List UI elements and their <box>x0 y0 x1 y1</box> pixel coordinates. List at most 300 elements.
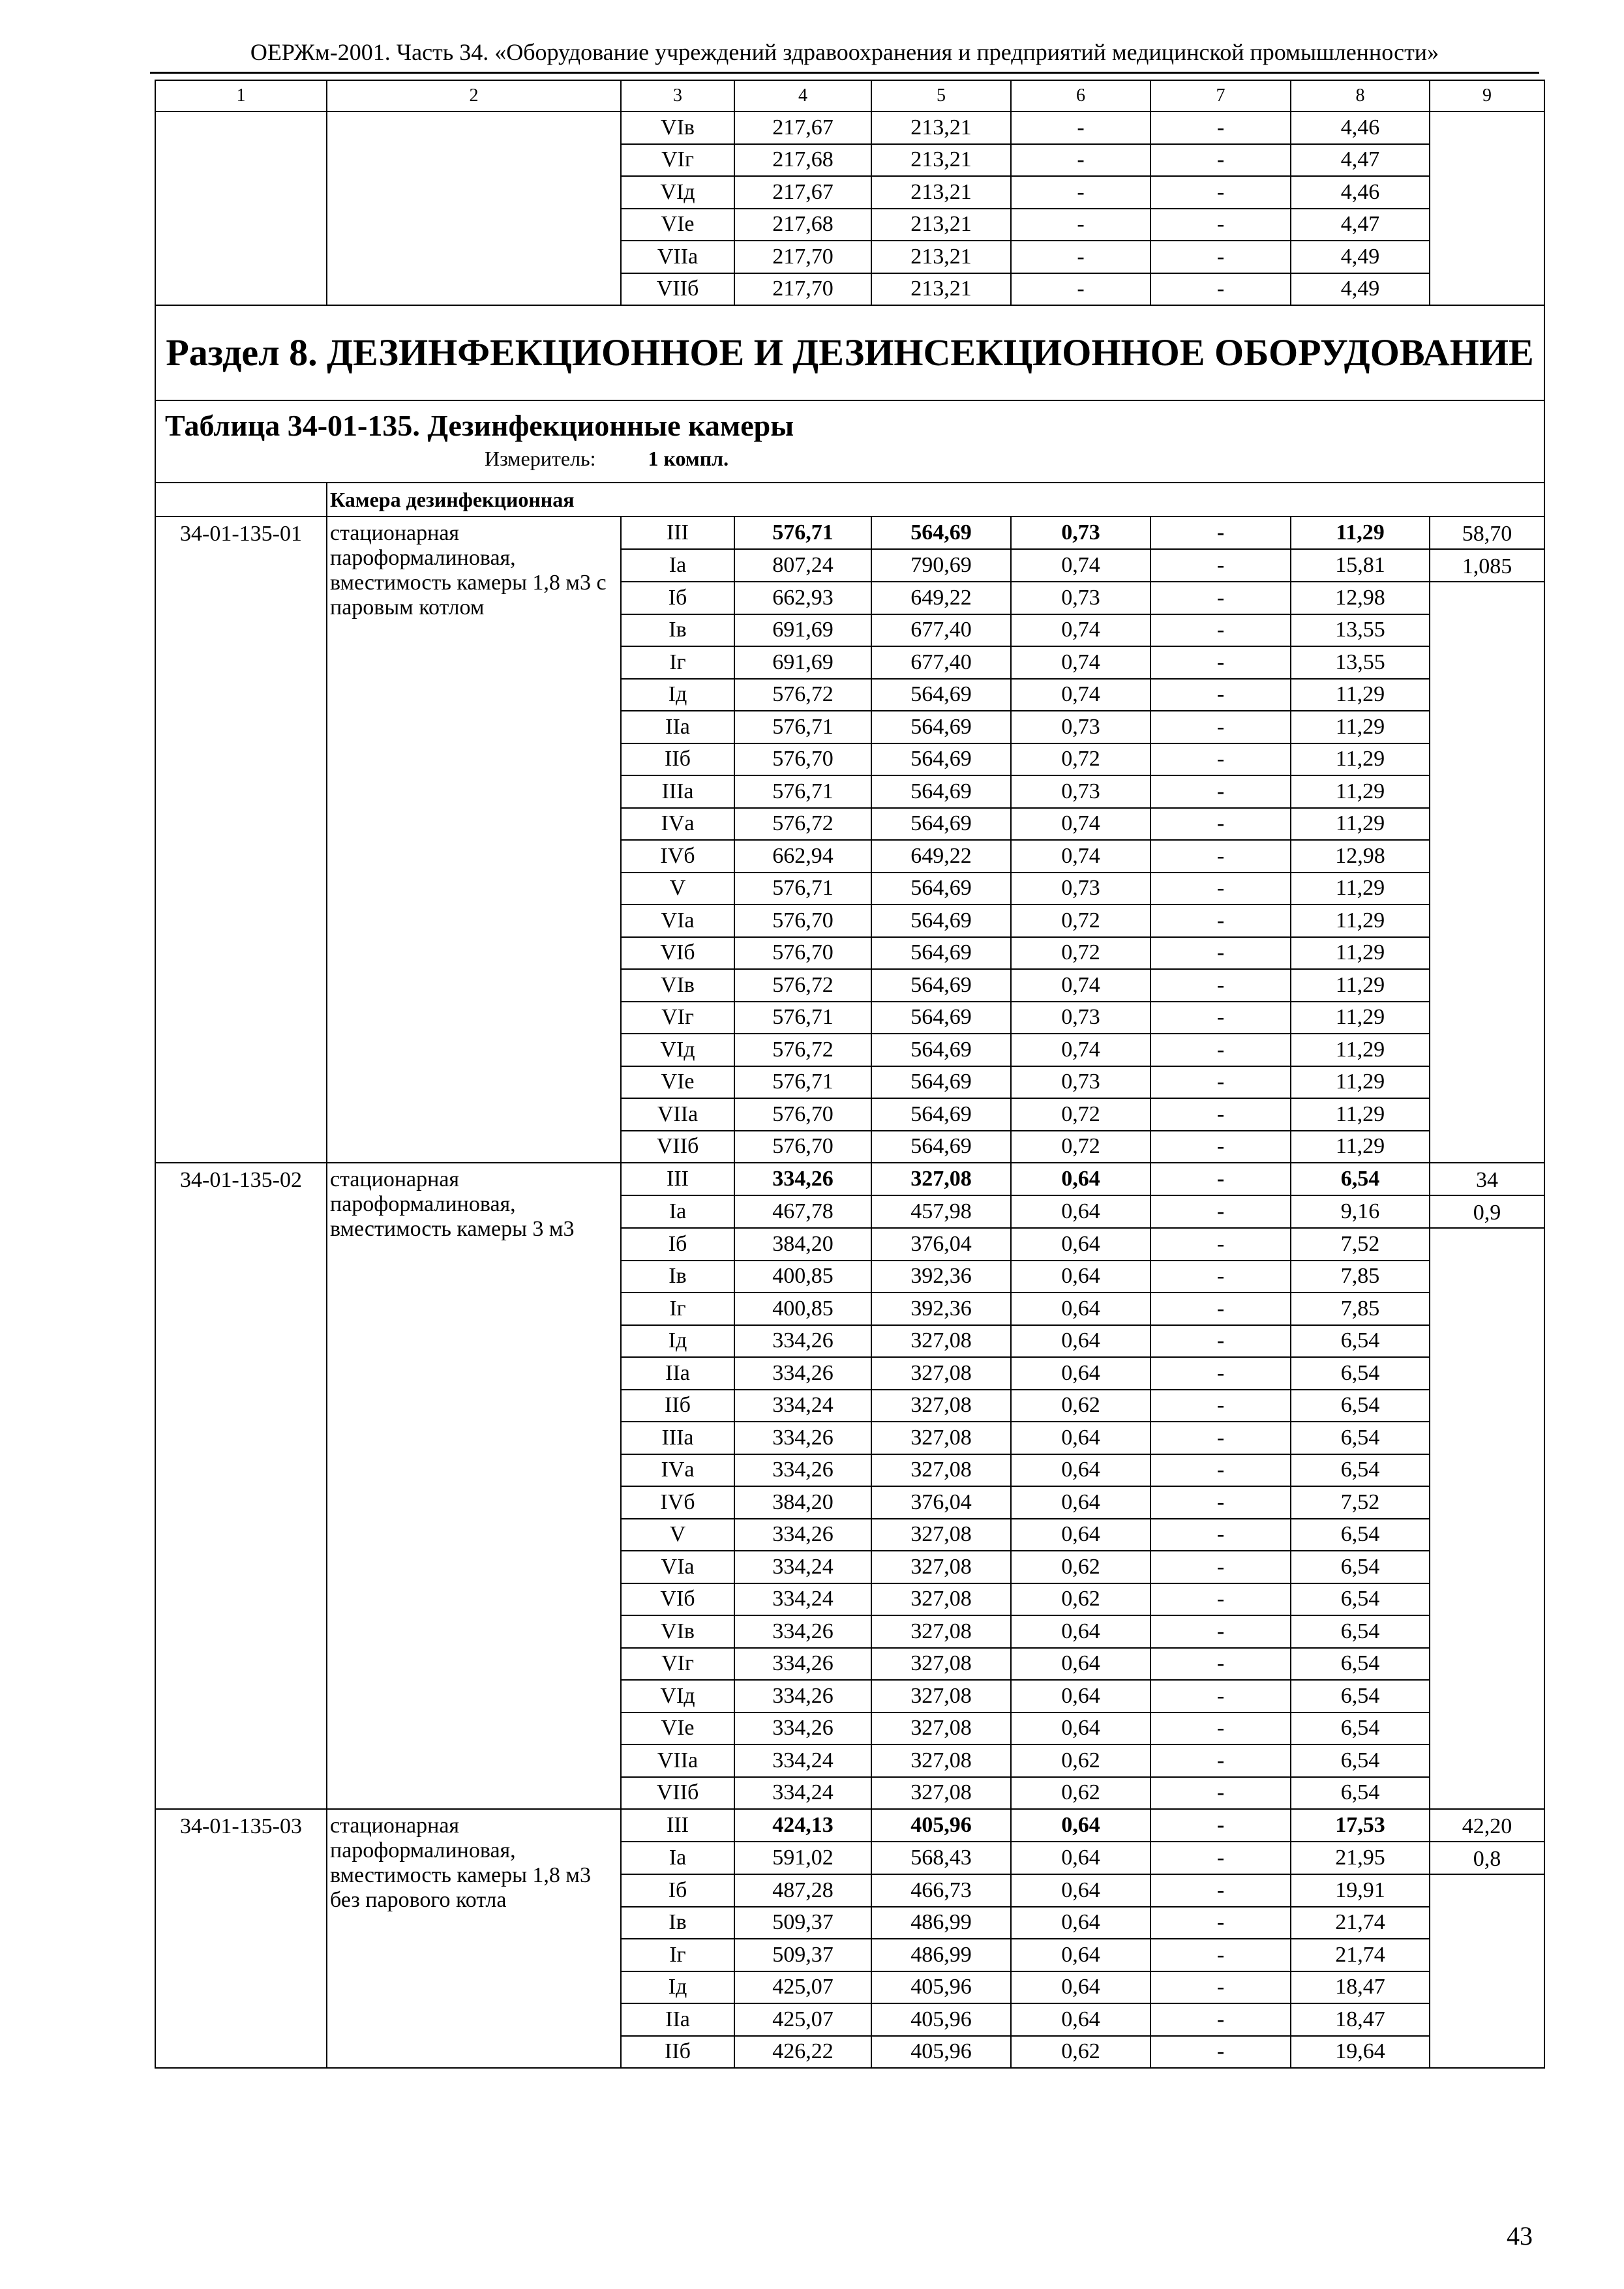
value-cell: - <box>1150 1293 1291 1325</box>
value-cell: - <box>1011 144 1150 177</box>
value-cell: 334,26 <box>734 1680 871 1713</box>
value-cell: - <box>1150 1907 1291 1939</box>
zone-cell: III <box>621 1809 734 1842</box>
value-cell: 213,21 <box>871 112 1011 144</box>
value-cell: 0,64 <box>1011 2003 1150 2036</box>
value-cell: - <box>1150 1228 1291 1261</box>
value-cell: 0,62 <box>1011 2036 1150 2069</box>
extra-cell <box>1430 1228 1544 1809</box>
value-cell: 6,54 <box>1291 1713 1430 1745</box>
value-cell: 576,70 <box>734 905 871 937</box>
meter-label: Измеритель: <box>485 447 596 470</box>
value-cell: 0,74 <box>1011 646 1150 679</box>
value-cell: 11,29 <box>1291 1131 1430 1163</box>
value-cell: 21,74 <box>1291 1939 1430 1971</box>
value-cell: - <box>1150 1486 1291 1519</box>
value-cell: 405,96 <box>871 1809 1011 1842</box>
zone-cell: VIб <box>621 937 734 970</box>
value-cell: 12,98 <box>1291 582 1430 614</box>
value-cell: 334,26 <box>734 1519 871 1551</box>
value-cell: - <box>1150 2003 1291 2036</box>
value-cell: - <box>1150 1777 1291 1810</box>
zone-cell: VIд <box>621 1034 734 1066</box>
value-cell: 564,69 <box>871 1034 1011 1066</box>
value-cell: 0,64 <box>1011 1874 1150 1907</box>
value-cell: 327,08 <box>871 1680 1011 1713</box>
value-cell: 0,62 <box>1011 1583 1150 1616</box>
value-cell: - <box>1150 1131 1291 1163</box>
value-cell: 0,72 <box>1011 937 1150 970</box>
value-cell: - <box>1150 1163 1291 1195</box>
value-cell: 564,69 <box>871 679 1011 711</box>
value-cell: - <box>1150 144 1291 177</box>
value-cell: - <box>1150 937 1291 970</box>
value-cell: 0,73 <box>1011 516 1150 549</box>
value-cell: 11,29 <box>1291 873 1430 905</box>
value-cell: - <box>1150 1648 1291 1681</box>
zone-cell: Iв <box>621 614 734 647</box>
zone-cell: VIв <box>621 1615 734 1648</box>
value-cell: 334,26 <box>734 1163 871 1195</box>
value-cell: - <box>1150 241 1291 273</box>
section-title: Раздел 8. ДЕЗИНФЕКЦИОННОЕ И ДЕЗИНСЕКЦИОННОЕ ОБОРУДОВАНИЕ <box>155 305 1544 400</box>
value-cell: 0,72 <box>1011 1098 1150 1131</box>
value-cell: - <box>1150 1744 1291 1777</box>
value-cell: 576,70 <box>734 1131 871 1163</box>
column-number: 6 <box>1011 80 1150 112</box>
value-cell: 576,71 <box>734 1066 871 1099</box>
value-cell: 6,54 <box>1291 1744 1430 1777</box>
value-cell: 677,40 <box>871 614 1011 647</box>
value-cell: 213,21 <box>871 176 1011 209</box>
value-cell: 649,22 <box>871 840 1011 873</box>
value-cell: 4,46 <box>1291 176 1430 209</box>
value-cell: - <box>1150 1357 1291 1390</box>
value-cell: 384,20 <box>734 1228 871 1261</box>
zone-cell: III <box>621 516 734 549</box>
zone-cell: IIб <box>621 1390 734 1422</box>
value-cell: 790,69 <box>871 549 1011 582</box>
value-cell: 217,68 <box>734 209 871 241</box>
value-cell: 0,64 <box>1011 1519 1150 1551</box>
value-cell: VIIб <box>621 273 734 306</box>
value-cell: 334,26 <box>734 1648 871 1681</box>
value-cell: 334,26 <box>734 1615 871 1648</box>
value-cell: 334,26 <box>734 1422 871 1454</box>
value-cell: 576,71 <box>734 873 871 905</box>
value-cell: 487,28 <box>734 1874 871 1907</box>
column-number-row <box>155 80 1544 112</box>
value-cell: 327,08 <box>871 1357 1011 1390</box>
value-cell: - <box>1150 2036 1291 2069</box>
value-cell: 425,07 <box>734 2003 871 2036</box>
column-number: 5 <box>871 80 1011 112</box>
value-cell: 0,64 <box>1011 1293 1150 1325</box>
value-cell: 6,54 <box>1291 1519 1430 1551</box>
value-cell: 7,85 <box>1291 1261 1430 1293</box>
extra-value: 1,085 <box>1430 549 1544 582</box>
zone-cell: V <box>621 873 734 905</box>
value-cell: 13,55 <box>1291 646 1430 679</box>
zone-cell: VIа <box>621 1551 734 1583</box>
value-cell: 11,29 <box>1291 969 1430 1002</box>
value-cell: 0,62 <box>1011 1744 1150 1777</box>
value-cell: - <box>1150 1583 1291 1616</box>
value-cell: 0,64 <box>1011 1163 1150 1195</box>
value-cell: - <box>1150 1615 1291 1648</box>
value-cell: 376,04 <box>871 1228 1011 1261</box>
value-cell: 0,64 <box>1011 1907 1150 1939</box>
zone-cell: VIг <box>621 1002 734 1034</box>
value-cell: 217,67 <box>734 112 871 144</box>
value-cell: 0,64 <box>1011 1454 1150 1487</box>
zone-cell: VIд <box>621 1680 734 1713</box>
column-number: 3 <box>621 80 734 112</box>
value-cell: 0,64 <box>1011 1971 1150 2004</box>
zone-cell: IIб <box>621 2036 734 2069</box>
value-cell: 334,26 <box>734 1713 871 1745</box>
zone-cell: IIб <box>621 743 734 776</box>
value-cell: 576,72 <box>734 679 871 711</box>
value-cell: 486,99 <box>871 1939 1011 1971</box>
value-cell: 564,69 <box>871 711 1011 743</box>
value-cell: 691,69 <box>734 646 871 679</box>
value-cell: 11,29 <box>1291 905 1430 937</box>
table-title-row <box>155 400 1544 483</box>
value-cell: 564,69 <box>871 516 1011 549</box>
value-cell: 327,08 <box>871 1648 1011 1681</box>
extra-value: 58,70 <box>1430 516 1544 549</box>
value-cell: 327,08 <box>871 1551 1011 1583</box>
column-number: 7 <box>1150 80 1291 112</box>
zone-cell: VIIб <box>621 1131 734 1163</box>
value-cell: 405,96 <box>871 2036 1011 2069</box>
zone-cell: Iб <box>621 1228 734 1261</box>
value-cell: 426,22 <box>734 2036 871 2069</box>
value-cell: 11,29 <box>1291 1066 1430 1099</box>
value-cell: 6,54 <box>1291 1390 1430 1422</box>
value-cell: 11,29 <box>1291 808 1430 841</box>
value-cell: 576,72 <box>734 1034 871 1066</box>
extra-value: 0,8 <box>1430 1842 1544 1874</box>
value-cell: 425,07 <box>734 1971 871 2004</box>
value-cell: 0,64 <box>1011 1486 1150 1519</box>
item-description: стационарная пароформалиновая, вместимость камеры 1,8 м3 с паровым котлом <box>327 516 621 1163</box>
value-cell: 327,08 <box>871 1713 1011 1745</box>
value-cell: 0,74 <box>1011 549 1150 582</box>
value-cell: 0,74 <box>1011 840 1150 873</box>
value-cell: 334,24 <box>734 1744 871 1777</box>
value-cell: 11,29 <box>1291 1034 1430 1066</box>
value-cell: - <box>1150 176 1291 209</box>
value-cell: - <box>1150 743 1291 776</box>
value-cell: - <box>1150 1809 1291 1842</box>
value-cell: 327,08 <box>871 1777 1011 1810</box>
value-cell: 467,78 <box>734 1195 871 1228</box>
value-cell: 4,47 <box>1291 144 1430 177</box>
item-code: 34-01-135-03 <box>155 1809 327 2068</box>
value-cell: 334,24 <box>734 1390 871 1422</box>
value-cell: 6,54 <box>1291 1648 1430 1681</box>
empty-cell <box>155 483 327 516</box>
value-cell: 13,55 <box>1291 614 1430 647</box>
value-cell: 217,68 <box>734 144 871 177</box>
extra-cell <box>1430 1874 1544 2068</box>
value-cell: 0,72 <box>1011 1131 1150 1163</box>
column-number: 8 <box>1291 80 1430 112</box>
description-cell <box>327 112 621 305</box>
table-row <box>155 1809 1544 1842</box>
value-cell: 334,26 <box>734 1357 871 1390</box>
value-cell: 0,73 <box>1011 1002 1150 1034</box>
value-cell: 11,29 <box>1291 516 1430 549</box>
meter-line <box>485 444 1541 473</box>
value-cell: 327,08 <box>871 1454 1011 1487</box>
value-cell: - <box>1011 209 1150 241</box>
value-cell: 0,64 <box>1011 1680 1150 1713</box>
value-cell: 213,21 <box>871 144 1011 177</box>
value-cell: 334,24 <box>734 1583 871 1616</box>
value-cell: 576,72 <box>734 808 871 841</box>
value-cell: - <box>1150 775 1291 808</box>
zone-cell: IVб <box>621 1486 734 1519</box>
zone-cell: III <box>621 1163 734 1195</box>
value-cell: 400,85 <box>734 1293 871 1325</box>
value-cell: 0,64 <box>1011 1228 1150 1261</box>
value-cell: - <box>1150 1842 1291 1874</box>
value-cell: 564,69 <box>871 1002 1011 1034</box>
value-cell: 509,37 <box>734 1907 871 1939</box>
value-cell: - <box>1011 176 1150 209</box>
value-cell: 0,62 <box>1011 1551 1150 1583</box>
value-cell: 0,74 <box>1011 969 1150 1002</box>
zone-cell: VIIа <box>621 1744 734 1777</box>
value-cell: 213,21 <box>871 241 1011 273</box>
value-cell: 576,72 <box>734 969 871 1002</box>
value-cell: 6,54 <box>1291 1551 1430 1583</box>
value-cell: 376,04 <box>871 1486 1011 1519</box>
zone-cell: VIIб <box>621 1777 734 1810</box>
value-cell: 0,64 <box>1011 1261 1150 1293</box>
zone-cell: IIа <box>621 1357 734 1390</box>
value-cell: - <box>1150 1519 1291 1551</box>
value-cell: 0,73 <box>1011 582 1150 614</box>
value-cell: 649,22 <box>871 582 1011 614</box>
value-cell: VIд <box>621 176 734 209</box>
page-number: 43 <box>1507 2221 1533 2251</box>
value-cell: 564,69 <box>871 808 1011 841</box>
value-cell: - <box>1150 1390 1291 1422</box>
value-cell: 217,70 <box>734 241 871 273</box>
value-cell: 0,62 <box>1011 1777 1150 1810</box>
value-cell: 334,24 <box>734 1777 871 1810</box>
value-cell: 4,49 <box>1291 273 1430 306</box>
value-cell: 576,71 <box>734 516 871 549</box>
value-cell: - <box>1150 1195 1291 1228</box>
zone-cell: IIIа <box>621 1422 734 1454</box>
value-cell: - <box>1150 873 1291 905</box>
value-cell: 564,69 <box>871 969 1011 1002</box>
value-cell: 327,08 <box>871 1390 1011 1422</box>
value-cell: 662,94 <box>734 840 871 873</box>
value-cell: - <box>1150 1034 1291 1066</box>
item-description: стационарная пароформалиновая, вместимость камеры 1,8 м3 без парового котла <box>327 1809 621 2068</box>
value-cell: 9,16 <box>1291 1195 1430 1228</box>
value-cell: 0,64 <box>1011 1195 1150 1228</box>
value-cell: 0,64 <box>1011 1842 1150 1874</box>
zone-cell: IIа <box>621 2003 734 2036</box>
value-cell: 4,49 <box>1291 241 1430 273</box>
value-cell: 11,29 <box>1291 711 1430 743</box>
value-cell: 213,21 <box>871 209 1011 241</box>
value-cell: 576,71 <box>734 775 871 808</box>
value-cell: 0,74 <box>1011 614 1150 647</box>
value-cell: 0,64 <box>1011 1648 1150 1681</box>
value-cell: 564,69 <box>871 1131 1011 1163</box>
extra-value: 34 <box>1430 1163 1544 1195</box>
table-row <box>155 516 1544 549</box>
extra-value: 0,9 <box>1430 1195 1544 1228</box>
zone-cell: IVа <box>621 1454 734 1487</box>
value-cell: 19,91 <box>1291 1874 1430 1907</box>
value-cell: 576,70 <box>734 1098 871 1131</box>
value-cell: 564,69 <box>871 775 1011 808</box>
value-cell: 0,74 <box>1011 1034 1150 1066</box>
value-cell: 576,71 <box>734 711 871 743</box>
value-cell: - <box>1150 1098 1291 1131</box>
value-cell: 6,54 <box>1291 1777 1430 1810</box>
value-cell: 509,37 <box>734 1939 871 1971</box>
zone-cell: Iг <box>621 646 734 679</box>
value-cell: 457,98 <box>871 1195 1011 1228</box>
value-cell: 7,52 <box>1291 1486 1430 1519</box>
value-cell: 217,70 <box>734 273 871 306</box>
value-cell: 564,69 <box>871 1066 1011 1099</box>
value-cell: VIг <box>621 144 734 177</box>
table-title-cell <box>155 400 1544 483</box>
column-number: 4 <box>734 80 871 112</box>
value-cell: 0,64 <box>1011 1713 1150 1745</box>
value-cell: 19,64 <box>1291 2036 1430 2069</box>
item-code: 34-01-135-02 <box>155 1163 327 1809</box>
rates-table <box>155 80 1545 2069</box>
value-cell: 6,54 <box>1291 1680 1430 1713</box>
value-cell: 4,46 <box>1291 112 1430 144</box>
value-cell: 217,67 <box>734 176 871 209</box>
value-cell: - <box>1150 1971 1291 2004</box>
value-cell: 0,72 <box>1011 905 1150 937</box>
value-cell: 213,21 <box>871 273 1011 306</box>
value-cell: 4,47 <box>1291 209 1430 241</box>
zone-cell: VIа <box>621 905 734 937</box>
value-cell: 327,08 <box>871 1422 1011 1454</box>
table-title: Таблица 34-01-135. Дезинфекционные камеры <box>165 409 794 442</box>
value-cell: 327,08 <box>871 1519 1011 1551</box>
zone-cell: VIIа <box>621 1098 734 1131</box>
value-cell: - <box>1150 1680 1291 1713</box>
value-cell: 486,99 <box>871 1907 1011 1939</box>
value-cell: 7,85 <box>1291 1293 1430 1325</box>
value-cell: 334,24 <box>734 1551 871 1583</box>
value-cell: 327,08 <box>871 1583 1011 1616</box>
zone-cell: Iв <box>621 1907 734 1939</box>
value-cell: 576,71 <box>734 1002 871 1034</box>
value-cell: - <box>1150 905 1291 937</box>
value-cell: - <box>1150 808 1291 841</box>
value-cell: - <box>1150 1874 1291 1907</box>
value-cell: 564,69 <box>871 743 1011 776</box>
item-code: 34-01-135-01 <box>155 516 327 1163</box>
value-cell: 405,96 <box>871 2003 1011 2036</box>
value-cell: 0,73 <box>1011 775 1150 808</box>
zone-cell: VIе <box>621 1713 734 1745</box>
value-cell: 576,70 <box>734 937 871 970</box>
value-cell: - <box>1150 516 1291 549</box>
value-cell: 0,64 <box>1011 1422 1150 1454</box>
zone-cell: IVа <box>621 808 734 841</box>
zone-cell: Iд <box>621 679 734 711</box>
value-cell: 6,54 <box>1291 1325 1430 1358</box>
value-cell: - <box>1150 112 1291 144</box>
value-cell: 0,73 <box>1011 711 1150 743</box>
value-cell: 327,08 <box>871 1325 1011 1358</box>
zone-cell: Iа <box>621 1842 734 1874</box>
value-cell: 0,73 <box>1011 873 1150 905</box>
value-cell: - <box>1150 711 1291 743</box>
zone-cell: Iб <box>621 582 734 614</box>
value-cell: 564,69 <box>871 905 1011 937</box>
zone-cell: V <box>621 1519 734 1551</box>
value-cell: - <box>1150 646 1291 679</box>
zone-cell: Iд <box>621 1971 734 2004</box>
value-cell: 568,43 <box>871 1842 1011 1874</box>
group-title-row <box>155 483 1544 516</box>
value-cell: 0,72 <box>1011 743 1150 776</box>
value-cell: 7,52 <box>1291 1228 1430 1261</box>
value-cell: - <box>1150 1261 1291 1293</box>
value-cell: 384,20 <box>734 1486 871 1519</box>
value-cell: 576,70 <box>734 743 871 776</box>
value-cell: - <box>1150 1066 1291 1099</box>
value-cell: 807,24 <box>734 549 871 582</box>
value-cell: - <box>1150 1713 1291 1745</box>
zone-cell: IVб <box>621 840 734 873</box>
value-cell: 11,29 <box>1291 679 1430 711</box>
value-cell: - <box>1150 209 1291 241</box>
value-cell: 334,26 <box>734 1325 871 1358</box>
value-cell: 0,64 <box>1011 1809 1150 1842</box>
value-cell: 21,95 <box>1291 1842 1430 1874</box>
extra-value: 42,20 <box>1430 1809 1544 1842</box>
table-row <box>155 112 1544 144</box>
table-row <box>155 1163 1544 1195</box>
value-cell: 11,29 <box>1291 743 1430 776</box>
value-cell: 6,54 <box>1291 1357 1430 1390</box>
value-cell: 6,54 <box>1291 1615 1430 1648</box>
value-cell: 0,73 <box>1011 1066 1150 1099</box>
value-cell: 0,64 <box>1011 1357 1150 1390</box>
value-cell: 0,74 <box>1011 679 1150 711</box>
value-cell: 11,29 <box>1291 937 1430 970</box>
value-cell: VIв <box>621 112 734 144</box>
column-number: 2 <box>327 80 621 112</box>
column-number: 1 <box>155 80 327 112</box>
value-cell: - <box>1011 112 1150 144</box>
zone-cell: VIг <box>621 1648 734 1681</box>
zone-cell: Iд <box>621 1325 734 1358</box>
value-cell: - <box>1150 1454 1291 1487</box>
value-cell: 6,54 <box>1291 1163 1430 1195</box>
